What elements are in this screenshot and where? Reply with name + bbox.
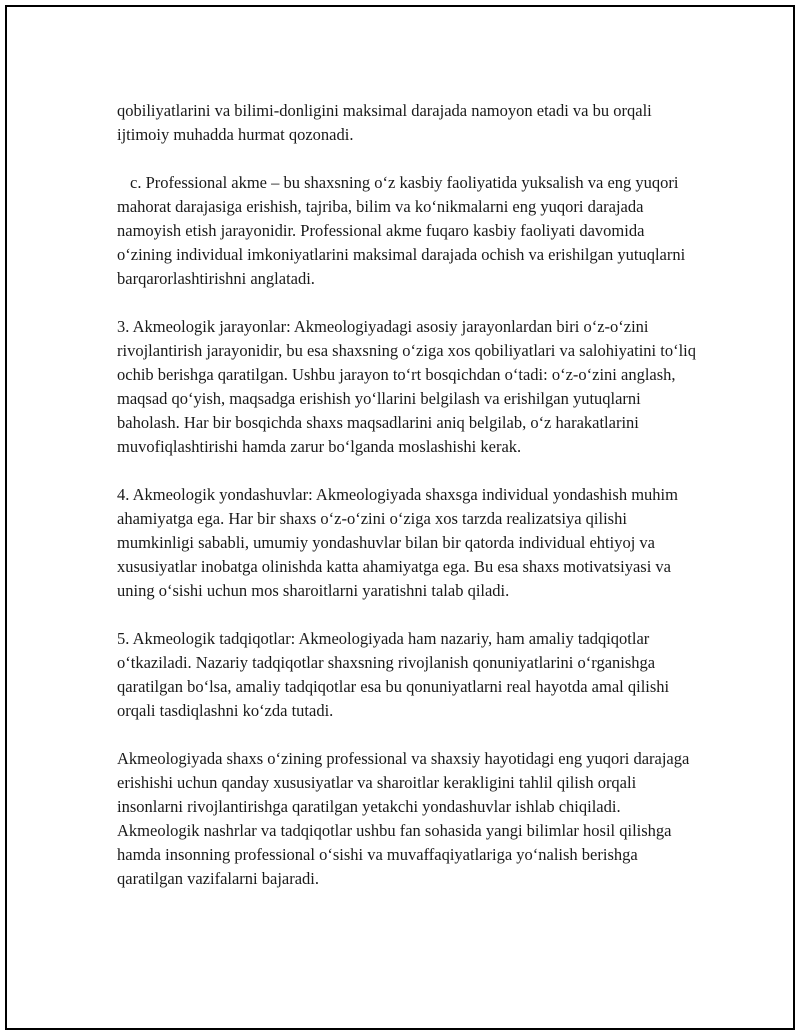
paragraph-conclusion: Akmeologiyada shaxs o‘zining professional va shaxsiy hayotidagi eng yuqori darajaga erishishi uchun qanday xususiyatlar va sharoitlar kerakligini tahlil qilish orqali insonlarni rivojlantirishga qaratilgan yetakchi yondashuvlar ishlab chiqiladi. Akmeologik nashrlar va tadqiqotlar ushbu fan sohasida yangi bilimlar hosil qilishga hamda insonning professional o‘sishi va muvaffaqiyatlariga yo‘nalish berishga qaratilgan vazifalarni bajaradi. (117, 749, 690, 888)
paragraph-intro-continuation: qobiliyatlarini va bilimi-donligini maksimal darajada namoyon etadi va bu orqali ijtimoiy muhadda hurmat qozonadi. (117, 101, 652, 144)
paragraph-akmeologik-jarayonlar: 3. Akmeologik jarayonlar: Akmeologiyadagi asosiy jarayonlardan biri o‘z-o‘zini rivojlantirish jarayonidir, bu esa shaxsning o‘ziga xos qobiliyatlari va salohiyatini to‘liq ochib berishga qaratilgan. Ushbu jarayon to‘rt bosqichdan o‘tadi: o‘z-o‘zini anglash, maqsad qo‘yish, maqsadga erishish yo‘llarini belgilash va erishilgan yutuqlarni baholash. Har bir bosqichda shaxs maqsadlarini aniq belgilab, o‘z harakatlarini muvofiqlashtirishi hamda zarur bo‘lganda moslashishi kerak. (117, 317, 697, 456)
document-body (117, 99, 697, 891)
paragraph-akmeologik-tadqiqotlar: 5. Akmeologik tadqiqotlar: Akmeologiyada ham nazariy, ham amaliy tadqiqotlar o‘tkaziladi. Nazariy tadqiqotlar shaxsning rivojlanish qonuniyatlarini o‘rganishga qaratilgan bo‘lsa, amaliy tadqiqotlar esa bu qonuniyatlarni real hayotda amal qilishi orqali tasdiqlashni ko‘zda tutadi. (117, 629, 670, 720)
document-page (5, 5, 795, 1030)
paragraph-akmeologik-yondashuvlar: 4. Akmeologik yondashuvlar: Akmeologiyada shaxsga individual yondashish muhim ahamiyatga ega. Har bir shaxs o‘z-o‘zini o‘ziga xos tarzda realizatsiya qilishi mumkinligi sababli, umumiy yondashuvlar bilan bir qatorda individual ehtiyoj va xususiyatlar inobatga olinishda katta ahamiyatga ega. Bu esa shaxs motivatsiyasi va uning o‘sishi uchun mos sharoitlarni yaratishni talab qiladi. (117, 485, 678, 600)
paragraph-professional-akme: c. Professional akme – bu shaxsning o‘z kasbiy faoliyatida yuksalish va eng yuqori mahorat darajasiga erishish, tajriba, bilim va ko‘nikmalarni eng yuqori darajada namoyish etish jarayonidir. Professional akme fuqaro kasbiy faoliyati davomida o‘zining individual imkoniyatlarini maksimal darajada ochish va erishilgan yutuqlarni barqarorlashtirishni anglatadi. (117, 173, 686, 288)
